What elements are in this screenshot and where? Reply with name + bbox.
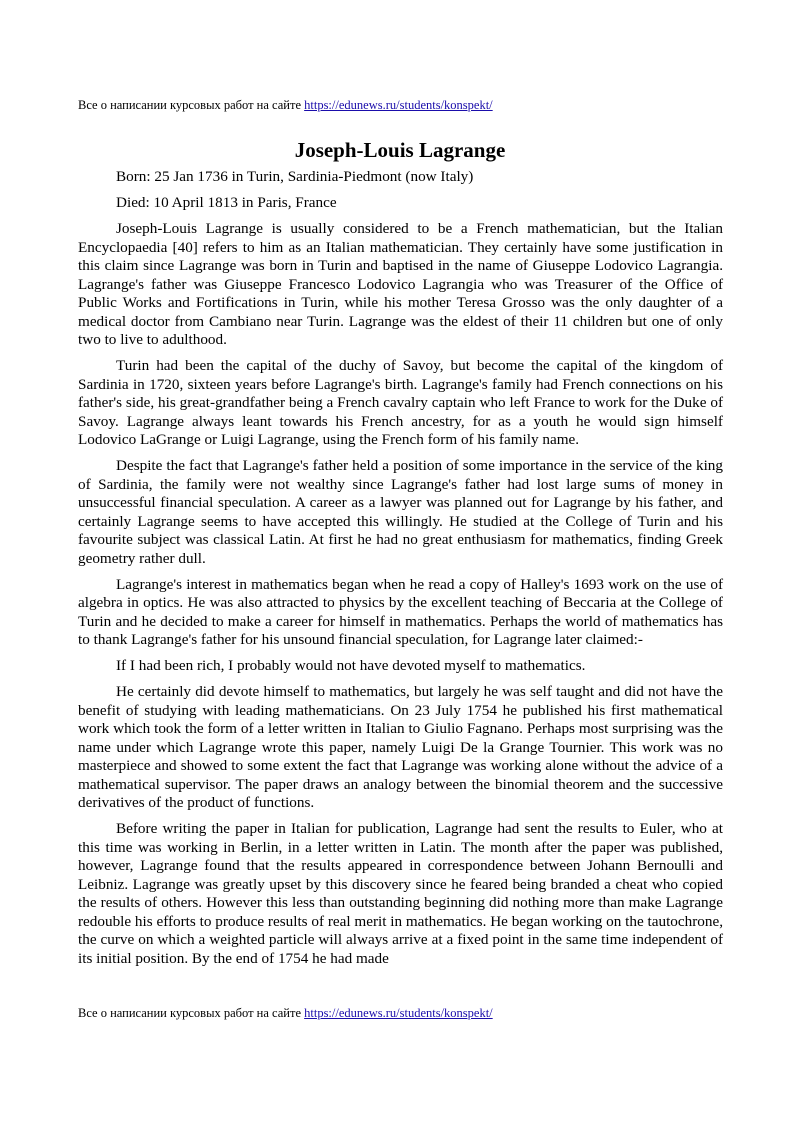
paragraph: Lagrange's interest in mathematics began when he read a copy of Halley's 1693 work on the use of algebra in optics. He was also attracted to physics by the excellent teaching of Beccaria at the College of Turin and he decided to make a career for himself in mathematics. Perhaps the world of mathematics has to thank Lagrange's father for his unsound financial speculation, for Lagrange later claimed:- bbox=[78, 575, 723, 648]
paragraph: Turin had been the capital of the duchy of Savoy, but become the capital of the kingdom of Sardinia in 1720, sixteen years before Lagrange's birth. Lagrange's family had French connections on his father's side, his great-grandfather being a French cavalry captain who left France to work for the Duke of Savoy. Lagrange always leant towards his French ancestry, for as a youth he would sign himself Lodovico LaGrange or Luigi Lagrange, using the French form of his family name. bbox=[78, 357, 723, 448]
header-text: Все о написании курсовых работ на сайте bbox=[78, 98, 305, 112]
born-line: Born: 25 Jan 1736 in Turin, Sardinia-Piedmont (now Italy) bbox=[116, 168, 474, 185]
page-footer bbox=[78, 1005, 493, 1021]
paragraph: Joseph-Louis Lagrange is usually considered to be a French mathematician, but the Italian Encyclopaedia [40] refers to him as an Italian mathematician. They certainly have some justification in this claim since Lagrange was born in Turin and baptised in the name of Giuseppe Lodovico Lagrangia. Lagrange's father was Giuseppe Francesco Lodovico Lagrangia who was Treasurer of the Office of Public Works and Fortifications in Turin, while his mother Teresa Grosso was the only daughter of a medical doctor from Cambiano near Turin. Lagrange was the eldest of their 11 children but one of only two to live to adulthood. bbox=[78, 220, 723, 348]
paragraph: He certainly did devote himself to mathematics, but largely he was self taught and did not have the benefit of studying with leading mathematicians. On 23 July 1754 he published his first mathematical work which took the form of a letter written in Italian to Giulio Fagnano. Perhaps most surprising was the name under which Lagrange wrote this paper, namely Luigi De la Grange Tournier. This work was no masterpiece and showed to some extent the fact that Lagrange was working alone without the advice of a mathematical supervisor. The paper draws an analogy between the binomial theorem and the successive derivatives of the product of functions. bbox=[78, 683, 723, 811]
header-link[interactable]: https://edunews.ru/students/konspekt/ bbox=[304, 98, 493, 112]
article-body bbox=[78, 168, 723, 976]
paragraph: Before writing the paper in Italian for publication, Lagrange had sent the results to Euler, who at this time was working in Berlin, in a letter written in Latin. The month after the paper was published, however, Lagrange found that the results appeared in correspondence between Johann Bernoulli and Leibniz. Lagrange was greatly upset by this discovery since he feared being branded a cheat who copied the results of others. However this less than outstanding beginning did nothing more than make Lagrange redouble his efforts to produce results of real merit in mathematics. He began working on the tautochrone, the curve on which a weighted particle will always arrive at a fixed point in the same time independent of its initial position. By the end of 1754 he had made bbox=[78, 820, 723, 967]
footer-text: Все о написании курсовых работ на сайте bbox=[78, 1006, 305, 1020]
page-header bbox=[78, 97, 493, 113]
page-title: Joseph-Louis Lagrange bbox=[294, 138, 506, 162]
died-line: Died: 10 April 1813 in Paris, France bbox=[116, 194, 337, 211]
paragraph: Despite the fact that Lagrange's father held a position of some importance in the service of the king of Sardinia, the family were not wealthy since Lagrange's father had lost large sums of money in unsuccessful financial speculation. A career as a lawyer was planned out for Lagrange by his father, and certainly Lagrange seems to have accepted this willingly. He studied at the College of Turin and his favourite subject was classical Latin. At first he had no great enthusiasm for mathematics, finding Greek geometry rather dull. bbox=[78, 457, 723, 567]
quote: If I had been rich, I probably would not have devoted myself to mathematics. bbox=[116, 657, 586, 674]
footer-link[interactable]: https://edunews.ru/students/konspekt/ bbox=[304, 1006, 493, 1020]
